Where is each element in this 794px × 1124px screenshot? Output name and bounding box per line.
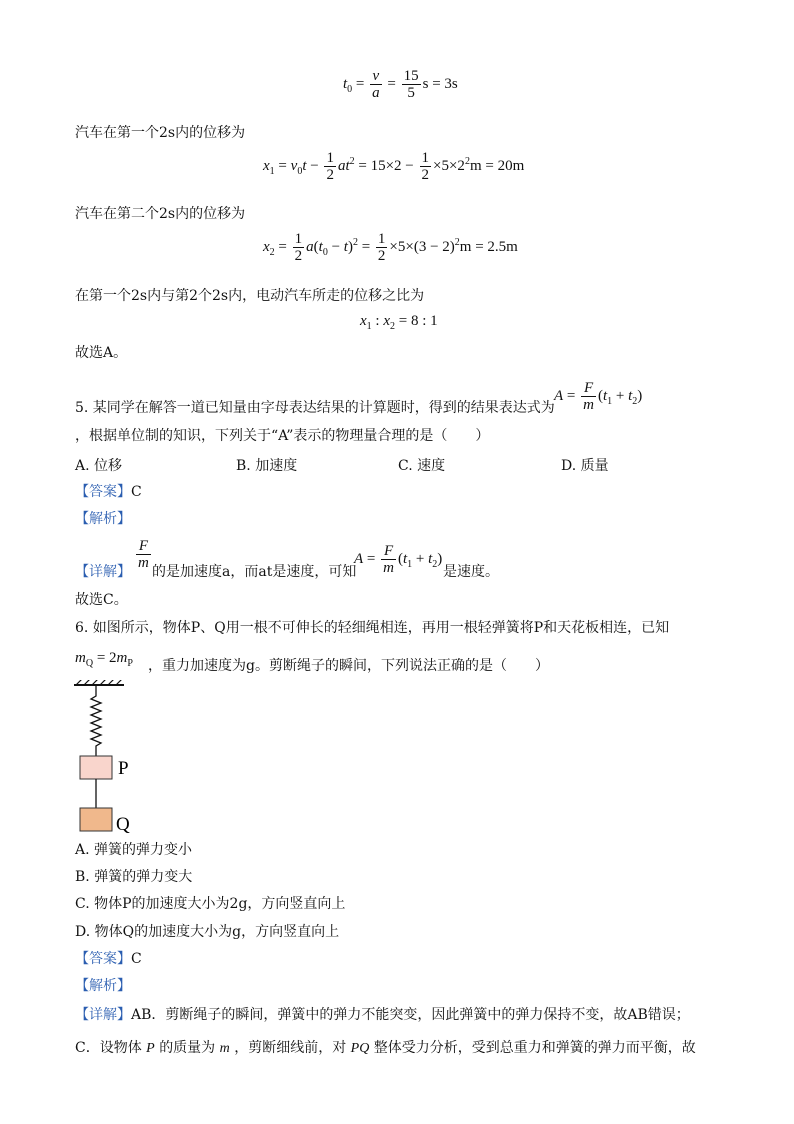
detail-row-last: C．设物体 P 的质量为 m ，剪断细线前，对 PQ 整体受力分析，受到总重力和弹簧的弹力而平衡，故 [75, 1040, 696, 1056]
fraction-F-m: $\frac{F}{m}$ [138, 538, 149, 571]
detail-tag: 【详解】 [75, 564, 131, 580]
text-line: 汽车在第二个2s内的位移为 [75, 206, 246, 222]
option-c: C. 速度 [398, 458, 446, 474]
spring [91, 685, 101, 756]
equation-t0: $t_0$ = $\frac{v}{a}$ = $\frac{15}{5}$ s = 3s [343, 68, 458, 101]
label-q: Q [116, 814, 130, 835]
answer-value: C [131, 484, 142, 500]
detail-tag: 【详解】 [75, 1007, 131, 1023]
equation-A: A = $\frac{F}{m}$ $(t_1 + t_2)$ [554, 380, 643, 413]
analysis-tag: 【解析】 [75, 511, 131, 527]
question-6-stem-cont: ，重力加速度为g。剪断绳子的瞬间，下列说法正确的是（ ） [148, 658, 549, 674]
option-a: A. 位移 [75, 458, 123, 474]
option-b: B. 弹簧的弹力变大 [75, 869, 193, 885]
text-line: 汽车在第一个2s内的位移为 [75, 125, 246, 141]
detail-row [75, 1005, 690, 1025]
spring-mass-figure [72, 680, 212, 840]
detail-row [75, 562, 131, 582]
answer-row [75, 482, 142, 502]
block-p [80, 756, 112, 779]
answer-value: C [131, 951, 142, 967]
option-c: C. 物体P的加速度大小为2g，方向竖直向上 [75, 896, 346, 912]
text-line: 故选A。 [75, 345, 128, 361]
question-5-stem-cont: ，根据单位制的知识，下列关于“A”表示的物理量合理的是（ ） [75, 428, 490, 444]
equation-mass-ratio: $m_Q = 2m_P$ [75, 650, 133, 669]
equation-x1: $x_1 = v_0t$ − $\frac{1}{2}$ $at^2 = 15\times 2$ − $\frac{1}{2}$ $\times 5\times 2^2m = 20m$ [263, 150, 525, 183]
text-line: 在第一个2s内与第2个2s内，电动汽车所走的位移之比为 [75, 288, 425, 304]
analysis-tag: 【解析】 [75, 978, 131, 994]
option-a: A. 弹簧的弹力变小 [75, 842, 193, 858]
answer-tag: 【答案】 [75, 484, 131, 500]
option-b: B. 加速度 [236, 458, 298, 474]
question-6-stem: 6. 如图所示，物体P、Q用一根不可伸长的轻细绳相连，再用一根轻弹簧将P和天花板相连，已知 [75, 620, 670, 636]
equation-ratio: $x_1$ : $x_2 = 8$ : 1 [360, 313, 438, 332]
answer-tag: 【答案】 [75, 951, 131, 967]
equation-A-detail: A = $\frac{F}{m}$ $(t_1 + t_2)$ [354, 543, 443, 576]
question-5-stem: 5. 某同学在解答一道已知量由字母表达结果的计算题时，得到的结果表达式为 [75, 400, 555, 416]
label-p: P [118, 758, 129, 779]
answer-row [75, 949, 142, 969]
text-line: 故选C。 [75, 592, 128, 608]
block-q [80, 808, 112, 831]
option-d: D. 质量 [561, 458, 609, 474]
detail-text: 的是加速度a，而at是速度，可知 [152, 564, 357, 580]
detail-text: AB．剪断绳子的瞬间，弹簧中的弹力不能突变，因此弹簧中的弹力保持不变，故AB错误； [131, 1007, 690, 1023]
detail-text-end: 是速度。 [443, 564, 499, 580]
option-d: D. 物体Q的加速度大小为g，方向竖直向上 [75, 924, 340, 940]
equation-x2: $x_2$ = $\frac{1}{2}$ $a(t_0 - t)^2$ = $\frac{1}{2}$ $\times 5\times(3 - 2)^2m = 2.5m$ [263, 231, 518, 264]
